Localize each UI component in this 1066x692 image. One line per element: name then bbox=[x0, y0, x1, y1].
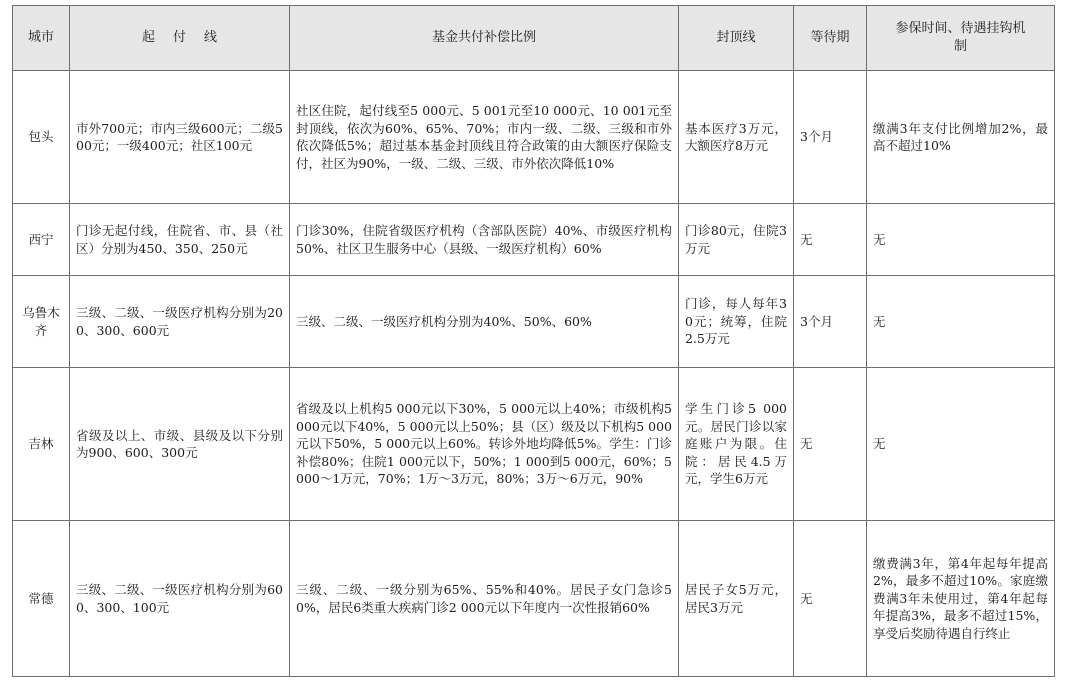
header-row bbox=[13, 6, 1055, 71]
header-waiting: 等待期 bbox=[794, 6, 867, 71]
cell-cap: 学生门诊5 000元。居民门诊以家庭账户为限。住院：居民4.5万元，学生6万元 bbox=[679, 368, 794, 521]
cell-waiting: 无 bbox=[794, 204, 867, 276]
header-cap: 封顶线 bbox=[679, 6, 794, 71]
cell-city: 包头 bbox=[13, 71, 70, 204]
header-threshold: 起付线 bbox=[70, 6, 290, 71]
medical-insurance-table bbox=[12, 5, 1055, 677]
cell-ratio: 社区住院，起付线至5 000元、5 001元至10 000元、10 001元至封顶线，依次为60%、65%、70%；市内一级、二级、三级和市外依次降低5%；超过基本基金封顶线且符合政策的由大额医疗保险支付，社区为90%，一级、二级、三级、市外依次降低10% bbox=[290, 71, 679, 204]
cell-cap: 门诊，每人每年30元；统筹，住院2.5万元 bbox=[679, 276, 794, 368]
cell-link: 无 bbox=[867, 276, 1055, 368]
cell-ratio: 门诊30%，住院省级医疗机构（含部队医院）40%、市级医疗机构50%、社区卫生服务中心（县级、一级医疗机构）60% bbox=[290, 204, 679, 276]
cell-waiting: 无 bbox=[794, 368, 867, 521]
header-ratio: 基金共付补偿比例 bbox=[290, 6, 679, 71]
cell-threshold: 省级及以上、市级、县级及以下分别为900、600、300元 bbox=[70, 368, 290, 521]
cell-city: 西宁 bbox=[13, 204, 70, 276]
cell-cap: 居民子女5万元，居民3万元 bbox=[679, 521, 794, 677]
cell-threshold: 市外700元；市内三级600元；二级500元；一级400元；社区100元 bbox=[70, 71, 290, 204]
cell-city: 乌鲁木齐 bbox=[13, 276, 70, 368]
cell-threshold: 三级、二级、一级医疗机构分别为600、300、100元 bbox=[70, 521, 290, 677]
cell-link: 缴费满3年，第4年起每年提高2%，最多不超过10%。家庭缴费满3年未使用过，第4年起每年提高3%，最多不超过15%，享受后奖励待遇自行终止 bbox=[867, 521, 1055, 677]
table-row bbox=[13, 368, 1055, 521]
cell-waiting: 3个月 bbox=[794, 276, 867, 368]
cell-waiting: 无 bbox=[794, 521, 867, 677]
cell-link: 无 bbox=[867, 204, 1055, 276]
cell-city: 吉林 bbox=[13, 368, 70, 521]
table-row bbox=[13, 204, 1055, 276]
table-wrapper bbox=[12, 5, 1055, 677]
cell-link: 缴满3年支付比例增加2%，最高不超过10% bbox=[867, 71, 1055, 204]
cell-ratio: 省级及以上机构5 000元以下30%，5 000元以上40%；市级机构5 000元以下40%，5 000元以上50%；县（区）级及以下机构5 000元以下50%，5 000元以上60%。转诊外地均降低5%。学生：门诊补偿80%；住院1 000元以下，50%；1 000到5 000元，60%；5 000～1万元，70%；1万～3万元，80%；3万～6万元，90% bbox=[290, 368, 679, 521]
table-row bbox=[13, 71, 1055, 204]
table-row bbox=[13, 276, 1055, 368]
cell-link: 无 bbox=[867, 368, 1055, 521]
cell-ratio: 三级、二级、一级医疗机构分别为40%、50%、60% bbox=[290, 276, 679, 368]
cell-city: 常德 bbox=[13, 521, 70, 677]
header-city: 城市 bbox=[13, 6, 70, 71]
cell-cap: 门诊80元，住院3万元 bbox=[679, 204, 794, 276]
cell-ratio: 三级、二级、一级分别为65%、55%和40%。居民子女门急诊50%，居民6类重大疾病门诊2 000元以下年度内一次性报销60% bbox=[290, 521, 679, 677]
table-row bbox=[13, 521, 1055, 677]
cell-cap: 基本医疗3万元，大额医疗8万元 bbox=[679, 71, 794, 204]
header-link: 参保时间、待遇挂钩机制 bbox=[867, 6, 1055, 71]
cell-threshold: 三级、二级、一级医疗机构分别为200、300、600元 bbox=[70, 276, 290, 368]
cell-threshold: 门诊无起付线，住院省、市、县（社区）分别为450、350、250元 bbox=[70, 204, 290, 276]
cell-waiting: 3个月 bbox=[794, 71, 867, 204]
